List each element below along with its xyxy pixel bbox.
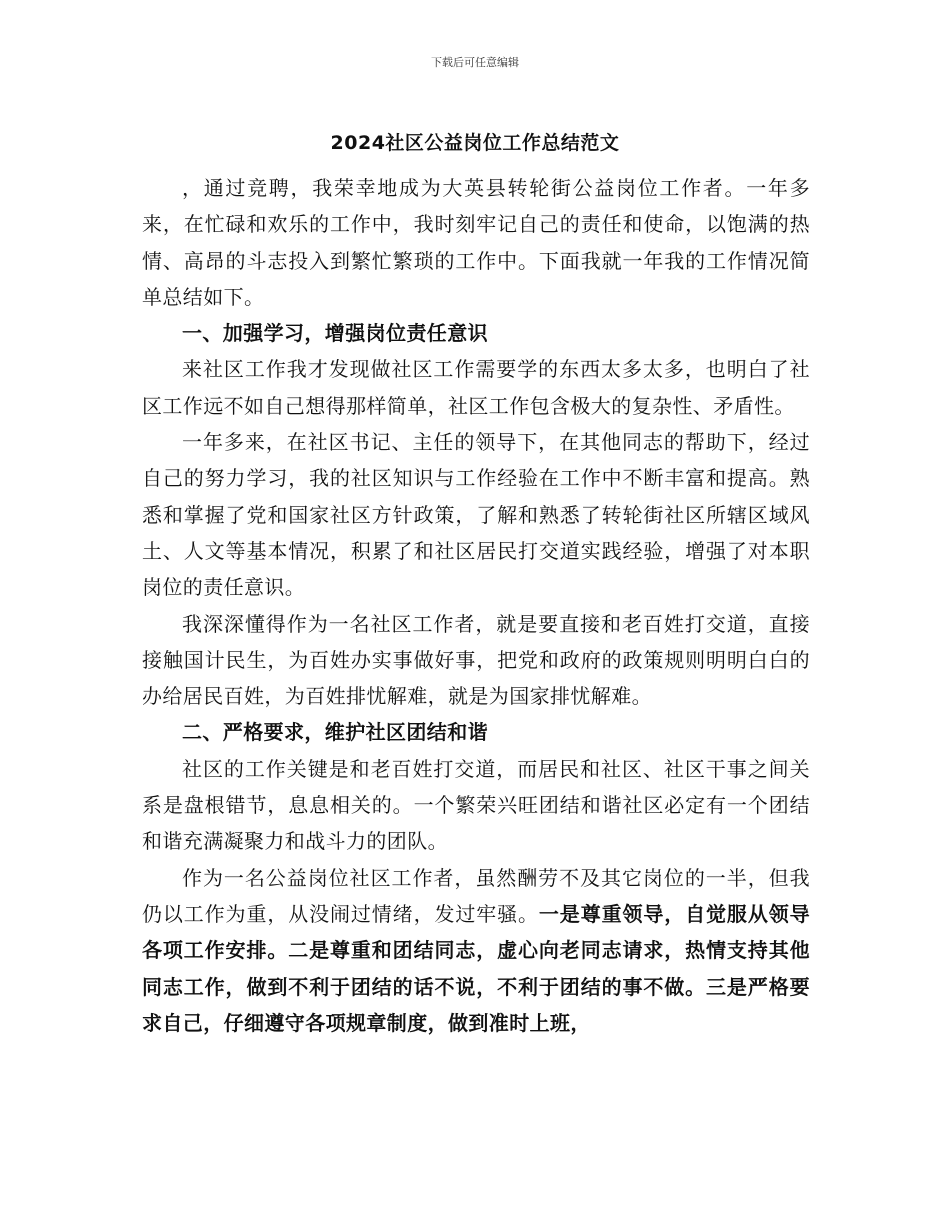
paragraph: ，通过竞聘，我荣幸地成为大英县转轮街公益岗位工作者。一年多来，在忙碌和欢乐的工作中，我时刻牢记自己的责任和使命，以饱满的热情、高昂的斗志投入到繁忙繁琐的工作中。下面我就一年我的工作情况简单总结如下。: [142, 176, 810, 309]
paragraph: 我深深懂得作为一名社区工作者，就是要直接和老百姓打交道，直接接触国计民生，为百姓办实事做好事，把党和政府的政策规则明明白白的办给居民百姓，为百姓排忧解难，就是为国家排忧解难。: [142, 611, 810, 709]
paragraph: [142, 860, 810, 1041]
paragraph: 来社区工作我才发现做社区工作需要学的东西太多太多，也明白了社区工作远不如自己想得那样简单，社区工作包含极大的复杂性、矛盾性。: [142, 357, 810, 418]
document-body: [142, 170, 810, 1041]
paragraph-text: 作为一名公益岗位社区工作者，虽然酬劳不及其它岗位的一半，但我仍以工作为重，从没闹过情绪，发过牢骚。: [142, 865, 810, 926]
paragraph: 一年多来，在社区书记、主任的领导下，在其他同志的帮助下，经过自己的努力学习，我的社区知识与工作经验在工作中不断丰富和提高。熟悉和掌握了党和国家社区方针政策，了解和熟悉了转轮街社区所辖区域风土、人文等基本情况，积累了和社区居民打交道实践经验，增强了对本职岗位的责任意识。: [142, 430, 810, 600]
document-title: 2024社区公益岗位工作总结范文: [330, 132, 620, 154]
section-heading: 二、严格要求，维护社区团结和谐: [182, 720, 488, 745]
paragraph-bold-text: 一是尊重领导，自觉服从领导各项工作安排。二是尊重和团结同志，虚心向老同志请求，热情支持其他同志工作，做到不利于团结的话不说，不利于团结的事不做。三是严格要求自己，仔细遵守各项规章制度，做到准时上班，: [142, 901, 811, 1035]
section-heading: 一、加强学习，增强岗位责任意识: [182, 321, 488, 346]
paragraph: 社区的工作关键是和老百姓打交道，而居民和社区、社区干事之间关系是盘根错节，息息相关的。一个繁荣兴旺团结和谐社区必定有一个团结和谐充满凝聚力和战斗力的团队。: [142, 756, 810, 854]
header-note: 下载后可任意编辑: [431, 56, 519, 69]
